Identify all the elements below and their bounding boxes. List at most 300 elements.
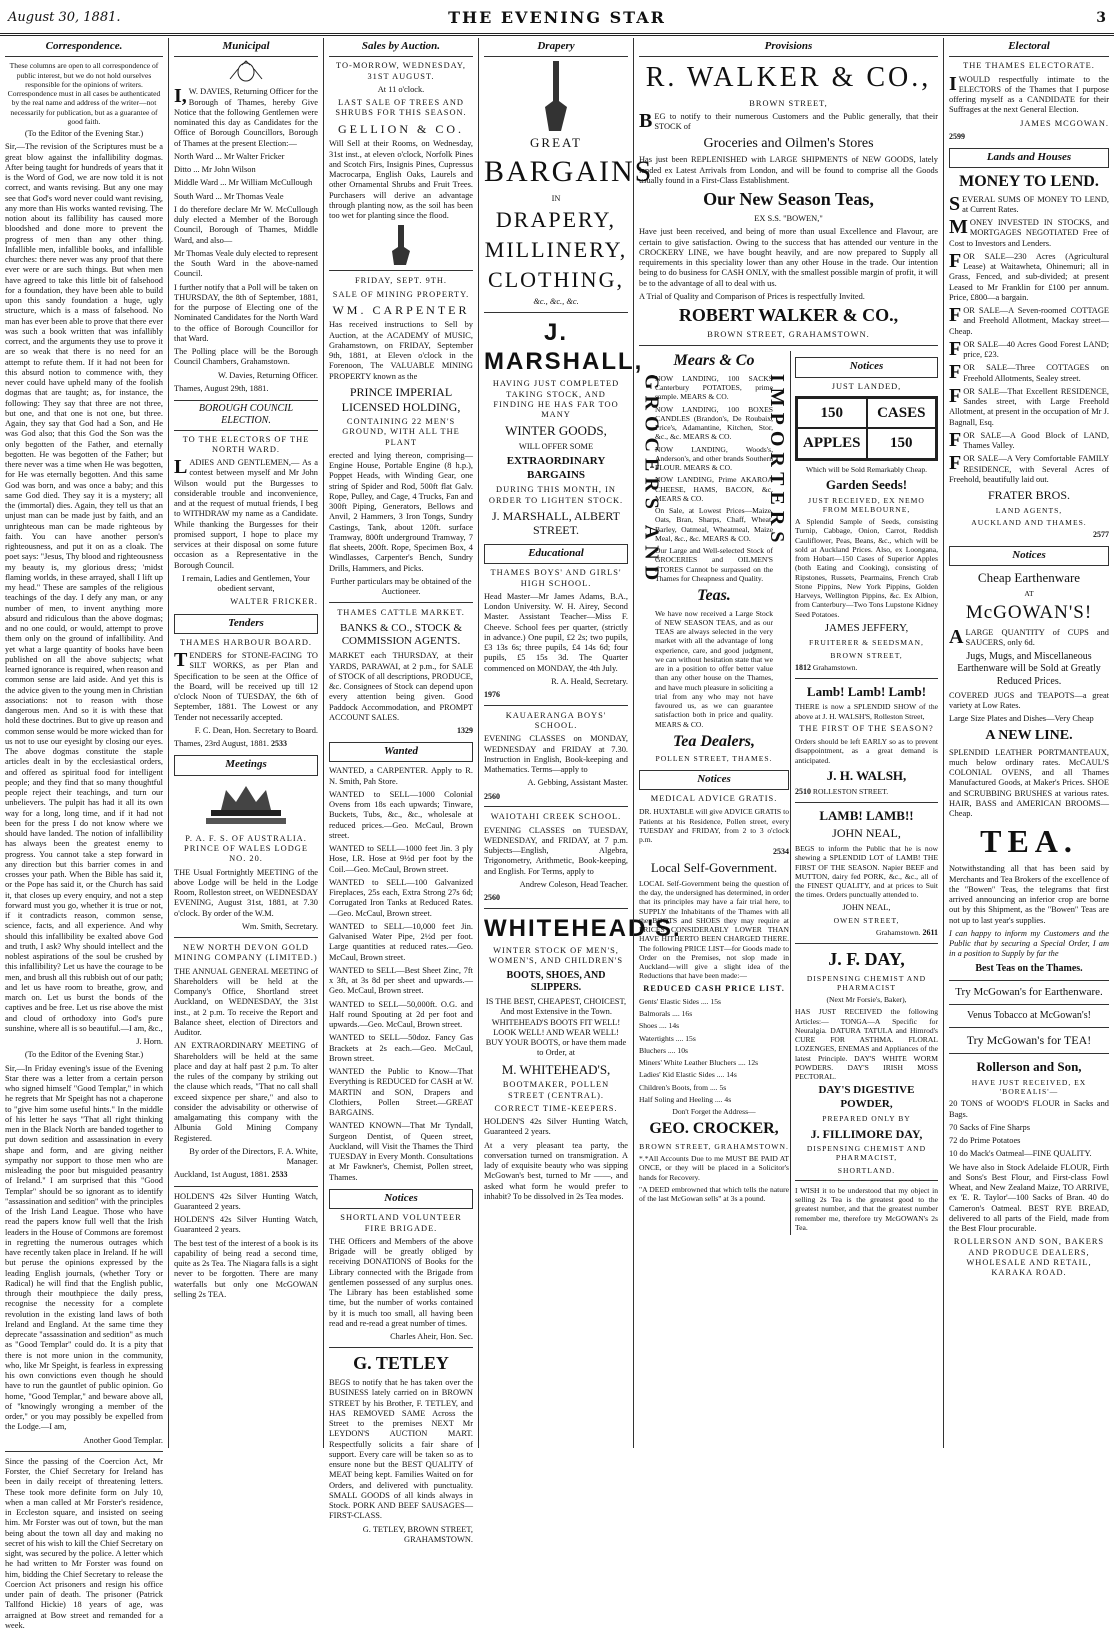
signature: W. Davies, Returning Officer. bbox=[217, 370, 318, 380]
sale-body: erected and lying thereon, comprising—Engine House, Portable Engine (8 h.p.), Poppet Heads, with Winding Gear, one string of Spider and Rod, 500ft flat Galv. Rope, Pulley, and Cage, 4 Trucks, Fan and 300ft Piping, Generators, Bellows and Anvil, 2 Hammers, 3 Iron Tongs, Sundry Castings, Tank, about 120ft. surface Tramway, 800ft underground Tramway, 7 flat sheets, 200ft. Rope, Specimen Box, 4 Windlasses, Carpenter's Bench, Sundry Drills, Hammers, and Picks. bbox=[329, 450, 473, 573]
divider bbox=[795, 802, 938, 803]
notice-title: THE THAMES ELECTORATE. bbox=[963, 61, 1095, 71]
section-header: Sales by Auction. bbox=[329, 38, 473, 57]
apples-cell: 150 bbox=[797, 398, 867, 428]
wanted-item: WANTED, a CARPENTER. Apply to R. N. Smith, Pah Store. bbox=[329, 766, 473, 786]
price-value: 14s bbox=[668, 1021, 680, 1031]
ad-body: BEG to notify to their numerous Customers and the Public generally, that their STOCK of bbox=[639, 109, 938, 132]
wanted-item: WANTED to SELL—50doz. Fancy Gas Brackets at 2s each.—Geo. McCaul, Brown street. bbox=[329, 1033, 473, 1063]
ad-body: Groceries and Oilmen's Stores bbox=[703, 136, 874, 152]
sale-title: THAMES CATTLE MARKET. bbox=[337, 608, 465, 618]
for-sale-item: FOR SALE—A Seven-roomed COTTAGE and Freehold Allotment, Mackay street—Cheap. bbox=[949, 304, 1109, 336]
section-header: Notices bbox=[329, 1189, 473, 1209]
apples-cell: 150 bbox=[867, 428, 937, 458]
column-correspondence bbox=[0, 38, 168, 1630]
divider bbox=[484, 908, 628, 909]
ad-body: HAS JUST RECEIVED the following Articles:— TONGA—A Specific for Neuralgia. DATURA TATULA and Himrod's CURE FOR ASTHMA. FLORAL LOZENGES, ENEMAS and Appliances of the latest Principle. DAY'S WHITE WORM POWDERS. DAY'S IRISH MOSS PECTORAL. bbox=[795, 1007, 938, 1082]
wanted-item: WANTED to SELL—1000 Colonial Ovens from 18s each upwards; Tinware, Buckets, Tubs, &c., &c., wholesale at reduced prices.—Geo. McCaul, Brown street. bbox=[329, 789, 473, 840]
price-list bbox=[639, 997, 789, 1104]
price-list-title: REDUCED CASH PRICE LIST. bbox=[643, 983, 785, 993]
notices-right bbox=[790, 351, 938, 1235]
slogan: Try McGowan's for TEA! bbox=[966, 1033, 1092, 1048]
ad-number: 2560 bbox=[484, 791, 500, 801]
editorial-note: These columns are open to all correspondence of public interest, but we do not hold ourselves responsible for the opinions of writers. Correspondence must in all cases be authenticated by the real name and address of the writer—not necessarily for publication, but as a guarantee of good faith. bbox=[7, 61, 161, 126]
date-line bbox=[174, 739, 318, 749]
masthead-title: THE EVENING STAR bbox=[448, 8, 666, 27]
signature: A. Gebbing, Assistant Master. bbox=[527, 778, 628, 788]
ad-body: I can happy to inform my Customers and the Public that by securing a Special Order, I am in a position to Supply by far the bbox=[949, 928, 1109, 959]
ad-number: 2599 bbox=[949, 131, 965, 141]
slogan: Try McGowan's for Earthenware. bbox=[955, 985, 1103, 998]
merchant-name: J. FILLIMORE DAY, bbox=[810, 1126, 923, 1141]
for-sale-item: FOR SALE—Three COTTAGES on Freehold Allotments, Sealey street. bbox=[949, 361, 1109, 384]
divider bbox=[795, 943, 938, 944]
price-item: Bluchers bbox=[639, 1045, 666, 1055]
ad-line: CLOTHING, bbox=[488, 266, 624, 292]
price-item: Miners' White Leather Bluchers bbox=[639, 1058, 737, 1068]
stock-item: NOW LANDING, 100 SACKS Canterbury POTATOES, prime sample. MEARS & CO. bbox=[655, 373, 773, 402]
price-item: Balmorals bbox=[639, 1009, 671, 1019]
section-header: Lands and Houses bbox=[949, 148, 1109, 168]
price-value: 12s bbox=[747, 1058, 759, 1068]
address: SHORTLAND. bbox=[837, 1165, 896, 1175]
apples-cell: CASES bbox=[867, 398, 937, 428]
ad-body: Don't Forget the Address— bbox=[672, 1107, 756, 1117]
divider bbox=[329, 1347, 473, 1348]
side-banner: GROCERS AND bbox=[640, 373, 663, 586]
date-line: Thames, August 29th, 1881. bbox=[174, 383, 269, 393]
column-municipal bbox=[168, 38, 323, 1448]
ad-sub: JUST RECEIVED, EX NEMO FROM MELBOURNE, bbox=[808, 495, 925, 514]
sale-title: SALE OF MINING PROPERTY. bbox=[332, 289, 470, 299]
ad-number: 2534 bbox=[773, 847, 789, 857]
address: BROWN STREET, bbox=[749, 98, 828, 108]
address-line bbox=[795, 928, 938, 938]
signature: Charles Aheir, Hon. Sec. bbox=[390, 1332, 473, 1342]
sale-body: Will Sell at their Rooms, on Wednesday, 31st inst., at eleven o'clock, Norfolk Pines and Scotch Firs, Insignis Pines, Cupressus Macrocarpa, English Oaks, Laurels and other Ornamental Shrubs and Fruit Trees. Purchasers will derive an advantage through planting now, as the soil has been too wet for planting since the flood. bbox=[329, 139, 473, 221]
notice-body: THE ANNUAL GENERAL MEETING of Shareholders will be held at the Company's Office, Shortland street Auckland, on WEDNESDAY, the 31st inst., at 2 p.m. To receive the Report and Balance sheet, election of Directors and Auditor. bbox=[174, 966, 318, 1038]
ad-line: DRAPERY, bbox=[495, 207, 617, 233]
ad-title: MONEY TO LEND. bbox=[959, 173, 1099, 191]
price-row: Gents' Elastic Sides .... 15s bbox=[639, 996, 721, 1006]
ad-title: A NEW LINE. bbox=[985, 728, 1073, 744]
tea-dealers-title: Tea Dealers, bbox=[672, 732, 756, 750]
section-header: Wanted bbox=[329, 742, 473, 762]
filler-item: At a very pleasant tea party, the conversation turned on transmigration. A lady of exquisite beauty who was sipping McGowan's best, turned to Mr ——, and asked what form he would prefer to inhabit? To be dissolved in 2s Tea modes. bbox=[484, 1140, 628, 1201]
column-auction bbox=[323, 38, 478, 1544]
divider bbox=[949, 1004, 1109, 1005]
ad-body: CORRECT TIME-KEEPERS. bbox=[494, 1103, 618, 1113]
notice-title: Local Self-Government. bbox=[650, 860, 778, 875]
stock-item: 70 Sacks of Fine Sharps bbox=[949, 1122, 1030, 1132]
letter-address: (To the Editor of the Evening Star.) bbox=[24, 1050, 144, 1060]
notice-body: LOCAL Self-Government being the question of the day, the undersigned has determined, in order that its principles may have a fair trial here, to SUPPLY the Inhabitants of the Thames with all the BOOTS and SHOES they may require at PRICES CONSIDERABLY LOWER THAN HAVE HITHERTO BEEN CHARGED THERE. The following PRICE LIST—for Goods made to Order on the Premises, not slop made in Auckland—will give a slight idea of the Reductions that have been made:— bbox=[639, 878, 789, 981]
ad-body: BOOTS, SHOES, AND SLIPPERS. bbox=[506, 969, 606, 993]
ad-sub: LAND AGENTS, bbox=[995, 505, 1063, 515]
ad-body: WINTER GOODS, bbox=[505, 423, 607, 439]
ad-body: Notwithstanding all that has been said by Merchants and Tea Brokers of the excellence of the "Bowen" Teas, the telegrams that first arrived announcing an inferior crop are borne out by this Shipment, as the "Bowen" Teas are not up to last year's supplies. bbox=[949, 864, 1109, 925]
school-body: EVENING CLASSES on MONDAY, WEDNESDAY and FRIDAY at 7.30. Instruction in English, Book-keeping and Mathematics. Terms—apply to bbox=[484, 734, 628, 775]
slogan: Venus Tobacco at McGowan's! bbox=[967, 1010, 1091, 1022]
notice-title: MEDICAL ADVICE GRATIS. bbox=[650, 794, 778, 803]
ad-number: 2560 bbox=[484, 893, 500, 903]
ad-title: Cheap Earthenware bbox=[977, 570, 1081, 586]
signature: R. A. Heald, Secretary. bbox=[551, 676, 628, 686]
notice-body: IWOULD respectfully intimate to the ELECTORS of the Thames that I purpose offering myself as a CANDIDATE for their Suffrages at the next General Election. bbox=[949, 72, 1109, 115]
price-row: Children's Boots, from .... 5s bbox=[639, 1082, 727, 1092]
ad-title: Lamb! Lamb! Lamb! bbox=[806, 683, 927, 699]
coat-of-arms-icon bbox=[226, 61, 266, 83]
ad-body: Orders should be left EARLY so as to prevent disappointment, as a great demand is anticipated. bbox=[795, 737, 938, 765]
ad-body: Jugs, Mugs, and Miscellaneous Earthenware will be Sold at Greatly Reduced Prices. bbox=[957, 651, 1101, 687]
notice-title: TO THE ELECTORS OF THE NORTH WARD. bbox=[182, 434, 310, 454]
town: Grahamstown. bbox=[812, 662, 858, 672]
sale-date: TO-MORROW, WEDNESDAY, 31ST AUGUST. bbox=[336, 61, 466, 81]
ad-body: ALARGE QUANTITY of CUPS and SAUCERS, only 6d. bbox=[949, 625, 1109, 648]
ad-body: HAVING JUST COMPLETED TAKING STOCK, AND FINDING HE HAS FAR TOO MANY bbox=[492, 379, 620, 420]
merchant-name: R. WALKER & CO., bbox=[645, 62, 932, 94]
ad-sub: DISPENSING CHEMIST AND PHARMACIST, bbox=[806, 1144, 927, 1163]
address: BROWN STREET, bbox=[830, 650, 903, 660]
letter-address: (To the Editor of the Evening Star.) bbox=[24, 129, 144, 139]
ad-number: 2533 bbox=[271, 1170, 288, 1180]
price-item: Children's Boots, from bbox=[639, 1082, 709, 1092]
product-name: DAY'S DIGESTIVE POWDER, bbox=[818, 1084, 915, 1110]
for-sale-item: FOR SALE—That Excellent RESIDENCE, Sandes street, with Large Freehold Allotment, at present in the occupation of Mr J. Bagnall, Esq. bbox=[949, 384, 1109, 427]
merchant-name: GEO. CROCKER, bbox=[649, 1120, 779, 1138]
ad-body: BEGS to inform the Public that he is now shewing a SPLENDID LOT of LAMB! THE FIRST OF THE SEASON. Napier BEEF and MUTTON, dairy fed PORK, &c., &c., all of the FINEST QUALITY, and at prices to Suit the times. Orders punctually attended to. bbox=[795, 844, 938, 900]
merchant-name: J. MARSHALL, bbox=[484, 318, 644, 376]
section-header: Drapery bbox=[484, 38, 628, 57]
school-title: KAUAERANGA BOYS' SCHOOL. bbox=[505, 710, 607, 731]
divider bbox=[949, 1027, 1109, 1028]
address: (Next Mr Forsie's, Baker), bbox=[826, 995, 907, 1005]
signature: J. MARSHALL, ALBERT STREET. bbox=[492, 508, 620, 538]
price-value: 5s bbox=[719, 1082, 727, 1092]
ad-line: IN bbox=[551, 193, 561, 203]
sale-title: LAST SALE OF TREES AND SHRUBS FOR THIS SEASON. bbox=[335, 98, 467, 118]
ad-body: Has just been REPLENISHED with LARGE SHIPMENTS of NEW GOODS, lately landed ex Latest Arrivals from London, and will be found to comprise all the Goods usually found in a First-Class Establishment. bbox=[639, 155, 938, 185]
merchant-name: M. WHITEHEAD'S, bbox=[501, 1061, 611, 1077]
section-header: Electoral bbox=[949, 38, 1109, 57]
watch-ad: HOLDEN'S 42s Silver Hunting Watch, Guaranteed 2 years. bbox=[484, 1117, 628, 1137]
ad-body: EXTRAORDINARY BARGAINS bbox=[506, 455, 606, 481]
watch-ad: HOLDEN'S 42s Silver Hunting Watch, Guaranteed 2 years. bbox=[174, 1215, 318, 1235]
signature: WALTER FRICKER. bbox=[230, 597, 318, 607]
watch-ad: HOLDEN'S 42s Silver Hunting Watch, Guaranteed 2 years. bbox=[174, 1191, 318, 1211]
sale-body: Has received instructions to Sell by Auction, at the ACADEMY of MUSIC, Grahamstown, on FRIDAY, September 9th, 1881, at Eleven o'clock in the Forenoon, The VALUABLE MINING PROPERTY known as the bbox=[329, 320, 473, 381]
teas-title: Teas. bbox=[697, 587, 731, 605]
property-sub: CONTAINING 22 MEN'S GROUND, WITH ALL THE PLANT bbox=[342, 417, 460, 447]
for-sale-item: FOR SALE—230 Acres (Agricultural Lease) at Waitawheta, Ohinemuri; all in Grass, Fenced, and sub-divided; at present Leased to Mr Franklin for £100 per annum. Price, £800—a bargain. bbox=[949, 249, 1109, 302]
price-value: 15s bbox=[685, 1033, 696, 1043]
ad-line: BARGAINS bbox=[484, 155, 654, 189]
wanted-item: WANTED the Public to Know—That Everything is REDUCED for CASH at W. MARTIN and SON, Drapers and Clothiers, Pollen Street.—GREAT BARGAINS. bbox=[329, 1067, 473, 1118]
ad-number: 1976 bbox=[484, 690, 500, 700]
filler-item: The best test of the interest of a book is its capability of being read a second time, quite as 2s Tea. The Niagara falls is a sight never to be forgotten. There are many waterfalls but only one McGOWAN selling 2s TEA. bbox=[174, 1238, 318, 1299]
ad-sub: HAVE JUST RECEIVED, EX 'BOREALIS'— bbox=[971, 1077, 1087, 1097]
address: BROWN STREET, GRAHAMSTOWN. bbox=[639, 1141, 789, 1151]
ad-number: 2533 bbox=[271, 739, 288, 749]
merchant-name: J. F. DAY, bbox=[828, 948, 905, 969]
ad-body: WINTER STOCK OF MEN'S, WOMEN'S, AND CHILDREN'S bbox=[488, 946, 624, 966]
candidate-line: Middle Ward ... Mr William McCullough bbox=[174, 178, 313, 188]
divider bbox=[795, 678, 938, 679]
merchant-name: JOHN NEAL, bbox=[832, 826, 901, 841]
side-banner: IMPORTERS bbox=[766, 373, 788, 549]
price-row: Bluchers .... 10s bbox=[639, 1045, 688, 1055]
property-name: PRINCE IMPERIAL LICENSED HOLDING, bbox=[341, 384, 461, 414]
stock-item: NOW LANDING, Prime AKAROA CHEESE, HAMS, BACON, &c. MEARS & CO. bbox=[655, 475, 773, 503]
divider bbox=[484, 806, 628, 807]
signature: G. TETLEY, BROWN STREET, GRAHAMSTOWN. bbox=[362, 1524, 473, 1544]
notice-body: TENDERS for STONE-FACING TO SILT WORKS, as per Plan and Specification to be seen at the Office of the Board, will be received up till 12 o'clock Noon of TUESDAY, the 6th of September, 1881. The Lowest or any Tender not necessarily accepted. bbox=[174, 649, 318, 722]
ad-body: SEVERAL SUMS OF MONEY TO LEND, at Current Rates. bbox=[949, 192, 1109, 215]
ad-sub: THE FIRST OF THE SEASON? bbox=[799, 723, 934, 733]
signature: ROLLERSON AND SON, BAKERS AND PRODUCE DEALERS, WHOLESALE AND RETAIL, KARAKA ROAD. bbox=[953, 1237, 1105, 1278]
address: BROWN STREET, GRAHAMSTOWN. bbox=[707, 330, 870, 340]
price-row: Watertights .... 15s bbox=[639, 1033, 696, 1043]
stock-item: On Sale, at Lowest Prices—Maize, Oats, Bran, Sharps, Chaff, Wheat, Barley, Oatmeal, Wheatmeal, Maize Meal, &c., &c. MEARS & CO. bbox=[655, 506, 773, 543]
masthead-date: August 30, 1881. bbox=[8, 10, 121, 25]
merchant-name: JOHN NEAL, bbox=[842, 902, 891, 912]
ad-body: SPLENDID LEATHER PORTMANTEAUX, much below ordinary rates. McCAUL'S COLONIAL OVENS, and all Thames Manufactured Goods, at Maker's Prices. SHOE and SCRUBBING BRUSHES at various rates. HAIR, BASS and AMERICAN BROOMS—Cheap. bbox=[949, 747, 1109, 819]
address: OWEN STREET, bbox=[833, 915, 900, 925]
notice-body: BEGS to notify that he has taken over the BUSINESS lately carried on in BROWN STREET by his Brother, F. TETLEY, and HAS REMOVED SAME Across the Street to the premises NEXT Mr LEYDON'S AUCTION MART. Respectfully solicits a fair share of support. Every care will be taken so as to ensure none but the BEST QUALITY of MEAT being kept. Families Waited on for Orders, and delivered with punctuality. SMALL GOODS of all kinds always in Stock. PORK AND BEEF SAUSAGES—FIRST-CLASS. bbox=[329, 1378, 473, 1521]
agent-name: BANKS & CO., STOCK & COMMISSION AGENTS. bbox=[339, 621, 463, 648]
ad-body: Have just been received, and being of more than usual Excellence and Flavour, are certain to give satisfaction. Owing to the success that has attended our venture in the CROCKERY LINE, we have bought heavily, and are now prepared to Supply all requirements in this speciality lower than any other House in the trade. Our intention being to do business for CASH ONLY, with the smallest possible margin of profit, it will be to the advantage of all to deal with us. bbox=[639, 227, 938, 288]
stock-item: NOW LANDING, Woods's, Anderson's, and other brands Southern FLOUR. MEARS & CO. bbox=[655, 444, 773, 473]
date-line bbox=[795, 663, 938, 673]
ad-number: 2611 bbox=[922, 928, 938, 938]
school-body: EVENING CLASSES on TUESDAY, WEDNESDAY, and FRIDAY, at 7 p.m. Subjects—English, Algebra, Trigonometry, Arithmetic, Book-keeping, and English. For Terms, apply to bbox=[484, 825, 628, 876]
ad-body: IS THE BEST, CHEAPEST, CHOICEST, And most Extensive in the Town. WHITEHEAD'S BOOTS FIT WELL! LOOK WELL! AND WEAR WELL! BUY YOUR BOOTS, or have them made to Order, at bbox=[485, 997, 627, 1058]
address: POLLEN STREET, THAMES. bbox=[655, 754, 773, 764]
notice-body: LADIES AND GENTLEMEN,— As a contest between myself and Mr John Wilson would put the Burgesses to considerable trouble and inconvenience, and at the request of mutual friends, I beg to WITHDRAW my name as a Candidate. While thanking the Burgesses for their promised support, I hope to place my services at their disposal on some future occasion as a Representative in the Borough Council. bbox=[174, 456, 318, 570]
signature: JAMES MCGOWAN. bbox=[1020, 118, 1109, 128]
signature: Andrew Coleson, Head Teacher. bbox=[519, 879, 628, 889]
ad-sub: AT bbox=[1024, 589, 1034, 599]
section-header: Correspondence. bbox=[5, 38, 163, 57]
candidate-line: South Ward ... Mr Thomas Veale bbox=[174, 191, 284, 201]
section-header: Notices bbox=[795, 357, 938, 377]
school-title: THAMES BOYS' AND GIRLS' HIGH SCHOOL. bbox=[490, 568, 622, 588]
merchant-name: JAMES JEFFERY, bbox=[824, 621, 909, 634]
address: ROLLESTON STREET. bbox=[812, 786, 889, 796]
address-line bbox=[795, 787, 938, 797]
pointing-hand-icon bbox=[539, 61, 573, 131]
stock-item: 20 TONS of WOOD'S FLOUR in Sacks and Bags. bbox=[949, 1099, 1109, 1119]
notice-body: Mr Thomas Veale duly elected to represent the South Ward in the above-named Council. bbox=[174, 248, 318, 279]
divider bbox=[5, 1451, 163, 1452]
ad-body: Which will be Sold Remarkably Cheap. bbox=[805, 464, 928, 474]
ad-line: &c., &c., &c. bbox=[533, 296, 579, 306]
auctioneer-name: WM. CARPENTER bbox=[332, 302, 470, 317]
ad-title: Garden Seeds! bbox=[825, 476, 908, 492]
divider bbox=[949, 1053, 1109, 1054]
section-header: Provisions bbox=[639, 38, 938, 57]
teas-title: Our New Season Teas, bbox=[703, 189, 874, 210]
ad-body: DURING THIS MONTH, IN ORDER TO LIGHTEN STOCK. bbox=[488, 485, 624, 505]
wanted-item: WANTED to SELL—Best Sheet Zinc, 7ft x 3ft, at 3s 8d per sheet and upwards.—Geo. McCaul, Brown street. bbox=[329, 965, 473, 996]
price-item: Watertights bbox=[639, 1033, 674, 1043]
sale-time: At 11 o'clock. bbox=[377, 84, 425, 94]
merchant-name: FRATER BROS. bbox=[987, 488, 1071, 503]
price-value: 4s bbox=[724, 1094, 732, 1104]
divider bbox=[329, 270, 473, 271]
ad-number: 2510 bbox=[795, 786, 811, 796]
ad-sub: PREPARED ONLY BY bbox=[822, 1114, 911, 1124]
date-text: Thames, 23rd August, 1881. bbox=[174, 739, 269, 749]
notice-title: BOROUGH COUNCIL ELECTION. bbox=[174, 400, 318, 430]
merchant-name: McGOWAN'S! bbox=[965, 602, 1093, 624]
price-row: Ladies' Kid Elastic Sides .... 14s bbox=[639, 1070, 737, 1080]
date-text: Auckland, 1st August, 1881. bbox=[174, 1170, 270, 1180]
sale-body: MARKET each THURSDAY, at their YARDS, PARAWAI, at 2 p.m., for SALE of STOCK of all descriptions, PRODUCE, &c. Consignees of Stock can depend upon every attention being given. Good Paddock Accommodation, and PROMPT ACCOUNT SALES. bbox=[329, 651, 473, 722]
stock-item: 72 do Prime Potatoes bbox=[949, 1136, 1021, 1146]
stock-item: NOW LANDING, 100 BOXES CANDLES (Brandon's, De Roubaix, Price's, Adamantine, Kitchen, Stor, &c., &c. MEARS & CO. bbox=[655, 404, 773, 442]
wanted-item: WANTED to SELL—10,000 feet Jin. Galvanised Water Pipe, 2½d per foot. Large quantities at reduced rates.—Geo. McCaul, Brown street. bbox=[329, 921, 473, 962]
notice-body: The Polling place will be the Borough Council Chambers, Grahamstown. bbox=[174, 347, 318, 367]
divider bbox=[484, 312, 628, 313]
merchant-name: WHITEHEAD'S. bbox=[484, 914, 682, 942]
pointing-hand-icon bbox=[386, 225, 416, 265]
sale-foot: Further particulars may be obtained of the Auctioneer. bbox=[330, 576, 472, 597]
ad-sub: FRUITERER & SEEDSMAN, bbox=[809, 638, 924, 648]
price-value: 15s bbox=[710, 996, 721, 1006]
ad-number: 2577 bbox=[1093, 530, 1109, 540]
wanted-item: WANTED to SELL—1000 feet Jin. 3 ply Hose, I.R. Hose at 9½d per foot by the Coil.—Geo. McCaul, Brown street. bbox=[329, 844, 473, 874]
crown-icon bbox=[201, 780, 291, 830]
ad-sub: DISPENSING CHEMIST AND PHARMACIST bbox=[806, 973, 927, 992]
notice-body: DR. HUXTABLE will give ADVICE GRATIS to Patients at his Residence, Pollen street, every TUESDAY and FRIDAY, from 2 to 3 o'clock p.m. bbox=[639, 807, 789, 844]
ad-body: COVERED JUGS and TEAPOTS—a great variety at Low Rates. bbox=[949, 690, 1109, 710]
school-title: WAIOTAHI CREEK SCHOOL. bbox=[490, 812, 622, 822]
filler-item: "A DEED embrowned that which tells the nature of the last McGowan sells" at 3s a pound. bbox=[639, 1184, 789, 1204]
section-header: Municipal bbox=[174, 38, 318, 57]
divider bbox=[329, 602, 473, 603]
date-line bbox=[174, 1170, 318, 1180]
ad-body: We have now received a Large Stock of NEW SEASON TEAS, and as our TEAS are always selected in the very market with all the advantage of long experience, care, and good judgment, we can without hesitation state that we are in a position to offer better value than any other house on the Thames, and have much pleasure in soliciting a trial from any who may not have favoured us, as we can guarantee satisfaction both in price and quality. MEARS & CO. bbox=[655, 608, 773, 729]
price-row: Miners' White Leather Bluchers .... 12s bbox=[639, 1058, 759, 1068]
section-header: Notices bbox=[949, 546, 1109, 566]
candidate-line: North Ward ... Mr Walter Fricker bbox=[174, 151, 285, 161]
merchant-name: ROBERT WALKER & CO., bbox=[678, 305, 899, 326]
notice-title: NEW NORTH DEVON GOLD MINING COMPANY (LIMITED.) bbox=[174, 943, 318, 963]
divider bbox=[795, 1180, 938, 1181]
section-header: Educational bbox=[484, 544, 628, 564]
ad-line: GREAT bbox=[530, 135, 582, 151]
price-value: 10s bbox=[677, 1045, 688, 1055]
address: AUCKLAND AND THAMES. bbox=[971, 517, 1087, 527]
divider bbox=[949, 980, 1109, 981]
notice-body: I do therefore declare Mr W. McCullough duly elected a Member of the Borough Council, Borough of Thames, Middle Ward, and also— bbox=[174, 204, 318, 245]
signature: By order of the Directors, F. A. White, Manager. bbox=[189, 1146, 318, 1167]
ad-body: *.*All Accounts Due to me MUST BE PAID AT ONCE, or they will be placed in a Solicitor's hands for Recovery. bbox=[639, 1154, 789, 1182]
auctioneer-name: GELLION & CO. bbox=[338, 121, 464, 136]
price-item: Half Soling and Heeling bbox=[639, 1094, 714, 1104]
ad-number: 1812 bbox=[795, 662, 811, 672]
price-item: Gents' Elastic Sides bbox=[639, 996, 700, 1006]
section-header: Tenders bbox=[174, 614, 318, 634]
column-provisions bbox=[633, 38, 943, 1448]
price-value: 16s bbox=[681, 1009, 693, 1019]
for-sale-item: FOR SALE—A Good Block of LAND, Thames Valley. bbox=[949, 428, 1109, 451]
ad-body: Large Size Plates and Dishes—Very Cheap bbox=[949, 714, 1094, 724]
price-row: Shoes .... 14s bbox=[639, 1021, 680, 1031]
mears-ad bbox=[639, 351, 789, 1206]
letter-signature: J. Horn. bbox=[136, 1037, 163, 1047]
ad-body: MONEY INVESTED IN STOCKS, and MORTGAGES NEGOTIATED Free of Cost to Investors and Lenders. bbox=[949, 216, 1109, 248]
notice-title: SHORTLAND VOLUNTEER FIRE BRIGADE. bbox=[340, 1213, 462, 1233]
ad-number: 1329 bbox=[457, 726, 473, 736]
divider bbox=[174, 937, 318, 938]
notice-body: THE Usual Fortnightly MEETING of the above Lodge will be held in the Lodge Room, Rolleston street, on WEDNESDAY EVENING, August 31st, 1881, at 7.30 o'clock. By order of the W.M. bbox=[174, 867, 318, 918]
wanted-item: WANTED KNOWN—That Mr Tyndall, Surgeon Dentist, of Queen street, Auckland, will Visit the Thames the Third TUESDAY in Every Month. Consultations at Mr Fawkner's, Chemist, Pollen street, Thames. bbox=[329, 1121, 473, 1182]
stock-item: 10 do Mack's Oatmeal—FINE QUALITY. bbox=[949, 1149, 1092, 1159]
candidate-line: Ditto ... Mr John Wilson bbox=[174, 165, 256, 175]
merchant-name: J. H. WALSH, bbox=[826, 767, 907, 783]
sale-date: FRIDAY, SEPT. 9TH. bbox=[354, 276, 448, 286]
school-body: Head Master—Mr James Adams, B.A., London University. W. H. Airey, Second Master. Assistant Teacher—Miss F. Cheeve. School fees per quarter, (strictly in advance.) One pupil, £2 2s; two pupils, £3 13s 6s; three pupils, £4 14s 6d; four pupils, £5 15s 3d. The Quarter commenced on MONDAY, the 4th July. bbox=[484, 591, 628, 673]
ad-title: TEA. bbox=[980, 823, 1078, 860]
merchant-name: Rollerson and Son, bbox=[976, 1058, 1082, 1074]
letter-body: Sir,—In Friday evening's issue of the Evening Star there was a letter from a certain person who signed himself "Good Templar," in which he regrets that Mr Speight has not a chaperone to "give him some useful hints." In the middle of his letter he says "That all right thinking men in the Black North are banded together to put down sedition and assassination in every shape and form, and are giving neither sympathy nor support to those men who are misleading the poor but misguided peasantry of Ireland." I am surprised that this "Good Templar" should be so ignorant as to identify "assassination and sedition" with the principles of the Irish Land League. Those who have read the papers know full well that the Irish leaders in the House of Commons are foremost in regretting the numerous outrages which have recently taken place in Ireland. If he will but peruse the opinions expressed by the leading English journals, (whether Tory or Radical) he will find that the English public, through their mouthpiece the daily press, recognise the necessity for a complete revolution in the existing land laws of both Ireland and England. At the same time they deprecate "assassination and sedition" as much as "Good Templar" could do. It is a pity that there is not more union in the community, who, like Mr Speight, is fearless in expressing his own convictions even though he should have to run the gauntlet of public opinion. Go home, "Good Templar," and beware above all, of "knowingly wronging a member of the order," or you may possibly be expelled from the Lodge.—I am, bbox=[5, 1063, 163, 1432]
ad-title: LAMB! LAMB!! bbox=[819, 807, 914, 823]
masthead-page: 3 bbox=[1096, 10, 1106, 26]
price-item: Ladies' Kid Elastic Sides bbox=[639, 1070, 715, 1080]
letter-body: Sir,—The revision of the Scriptures must be a great blow against the infallibility dogmas. After being taught for hundreds of years that it is the Word of God, we are now told it is not correct, and wants revising. But any one may see that God's word never could want revising, any more than His works wanted revising. The notion about its fallibility has caused more bloodshed and done more to prevent the progress of men than any other thing. Infallible men, infallible books, and infallible churches: there never was any proof that there ever were or are such things. But when men have agreed to take this little bit of falsehood for a foundation, they have been able to build upon this sandy foundation a huge, ugly structure, which is a mass of falsehood. No man has ever been able to prove that there ever was such a book written that was infallibly correct, and the arguments they use to prove it are so weak that there is no need for an attempt to refute them. If it had not been for this absurd notion to commence with, they never could have upheld many of the foolish dogmas that are taught; as, for instance, the following: They say that three are not three, but one, and that one is not one, but three. Again, they say that God had a Son, and He was God also; that this God the Son was the only begotten of the Father, and eternally begotten. He was begotten of the Father; but there never was a time when He was begotten, for He was eternally begotten. And this same God was born, and was once a baby; and this same God died. They say it is a mystery; all the (immortal) dies. Again, they tell us that an unjust man can be made just by faith, and an unrighteous man can be made righteous by faith. You can have another person's righteousness, and put it on as a cloak. The poet says: "Jesus, Thy blood and righteousness my beauty is, my glorious dress; 'midst flaming worlds, in these arrayed, shall I lift up my head." These are samples of the religious teachings of the day. I defy any man, or any number of men, to invent anything more absurd and ridiculous than the above dogmas; and no one could, or would, attempt to prove them only on the ground of infallibility. And yet what a large quantity of books have been published on all the above subjects; what learned ignorance is required, when reason and common sense are laid aside. And yet this is the advice given to the young men in Christian associations: not to reason with those dangerous men. And so it is with these that hold these doctrines. But to give up reason and common sense would be more wicked than for us not to use our eyesight by closing our eyes. The above dogmas constitute the staple articles dealt in by the ecclesiastical orders, and offered as spiritual food for intelligent people; and they find that so many thoughtful people reject their teachings, and turn our unbelievers. The pulpit has had it all its own way for a long, long time, and if it had not been for the press I do not know where we should have landed. The notion of infallibility has always been the greatest enemy to progress. You cannot take a step forward in any direction but this barrier comes in and crosses your path. When the Bible has said it, or the Pope has said it, or the Church has said it, that closes up every enquiry, and not a step forward must you go, whether it is true or not, if it contradicts reason, common sense, science, facts, and all experience. And why should this infallibility be exalted above God and truth, I ask? Why should intellect and the noblest aspirations of the soul be crushed by this infallibility? Let us have the courage to be men, and brush all this rubbish out of our path; and let us have room to breathe, grow, and march on. Let us burst the bonds of the captives and be free. Let us rise above the mist and cloud of orthodoxy into God's pure sunshine, where all is so beautiful.—I am, &c., bbox=[5, 142, 163, 1033]
notice-title: THAMES HARBOUR BOARD. bbox=[180, 637, 312, 647]
landed-label: JUST LANDED, bbox=[831, 381, 902, 391]
apples-table bbox=[795, 396, 938, 461]
for-sale-item: FOR SALE—A Very Comfortable FAMILY RESIDENCE, with Several Acres of Freehold, beautifully laid out. bbox=[949, 452, 1109, 484]
notice-body: I,W. DAVIES, Returning Officer for the Borough of Thames, hereby Give Notice that the following Gentlemen were nominated this day as Candidates for the Office of Borough Councillors, Borough of Thames at the present Election:— bbox=[174, 85, 318, 148]
price-row: Balmorals .... 16s bbox=[639, 1009, 693, 1019]
filler-item: I WISH it to be understood that my object in selling 2s Tea is the greatest good to the greatest number, and that the greatest number remember me, therefore try McGOWAN's 2s Tea. bbox=[795, 1185, 938, 1232]
address: BOOTMAKER, POLLEN STREET (CENTRAL). bbox=[502, 1080, 610, 1100]
price-row: Half Soling and Heeling .... 4s bbox=[639, 1094, 732, 1104]
notice-title: P. A. F. S. OF AUSTRALIA. PRINCE OF WALES LODGE NO. 20. bbox=[184, 833, 308, 864]
section-header: Notices bbox=[639, 770, 789, 790]
column-electoral bbox=[943, 38, 1114, 1448]
teas-sub: EX S.S. "BOWEN," bbox=[754, 214, 823, 224]
closing: I remain, Ladies and Gentlemen, Your obedient servant, bbox=[182, 573, 310, 594]
ad-body: Best Teas on the Thames. bbox=[975, 962, 1083, 974]
stock-item: Our Large and Well-selected Stock of GROCERIES and OILMEN'S STORES Cannot be surpassed on the Thames for Cheapness and Quality. bbox=[655, 546, 773, 583]
price-item: Shoes bbox=[639, 1021, 658, 1031]
notice-body: THE Officers and Members of the above Brigade will be greatly obliged by receiving DONATIONS of Books for the Library connected with the Brigade from gentlemen possessed of any surplus ones. The Library has been established some time, but the number of works contained by it is much too small, all having been read and re-read a great number of times. bbox=[329, 1236, 473, 1328]
butcher-name: G. TETLEY bbox=[353, 1353, 449, 1374]
divider bbox=[484, 705, 628, 706]
merchant-name: Mears & Co bbox=[673, 352, 755, 370]
town: Grahamstown. bbox=[876, 928, 921, 938]
wanted-item: WANTED to SELL—50,000ft. O.G. and Half round Spouting at 2d per foot and upwards.—Geo. McCaul, Brown street. bbox=[329, 999, 473, 1030]
notice-body: I further notify that a Poll will be taken on THURSDAY, the 8th of September, 1881, for the purpose of Electing one of the Nominated Candidates for the North Ward to the office of Borough Councillor for that Ward. bbox=[174, 282, 318, 343]
ad-body: WILL OFFER SOME bbox=[518, 442, 594, 452]
ad-body: A Trial of Quality and Comparison of Prices is respectfully Invited. bbox=[639, 291, 865, 301]
letter-signature: Another Good Templar. bbox=[83, 1435, 163, 1445]
wanted-item: WANTED to SELL—100 Galvanized Fireplaces, 25s each, Extra Strong 27s 6d; Corrugated Iron Tanks at Reduced Rates.—Geo. McCaul, Brown street. bbox=[329, 877, 473, 918]
notice-body: AN EXTRAORDINARY MEETING of Shareholders will be held at the same place and day at half past 2 p.m. To alter the rules of the company by striking out the clause which reads, "That no call shall exceed sixpence per share," and also to consider the advisability or otherwise of amalgamating this company with the Albunia Gold Mining Company Registered. bbox=[174, 1041, 318, 1143]
section-header: Meetings bbox=[174, 755, 318, 775]
divider bbox=[174, 1186, 318, 1187]
masthead bbox=[0, 0, 1114, 36]
news-item: Since the passing of the Coercion Act, Mr Forster, the Chief Secretary for Ireland has been in daily receipt of threatening letters. These took more definite form on July 10, when a man called at Mr Forster's residence, in Eccleston square, and insisted on seeing him. Mr Forster was out of town, but the man being about the town all day and making no secret of his wish to kill the Chief Secretary on sight, was secured by the police. A letter which he had written to Mr Forster was found on him, bidding the Chief Secretary to release the Coercion Act prisoners and resign his office under pain of death. The prisoner (Patrick Tallfond Hickie) 18 years of age, was arraigned at Bow street and remanded for a week. bbox=[5, 1456, 163, 1630]
ad-body: We have also in Stock Adelaide FLOUR, Firth and Sons's Best Flour, and First-class Fowl Wheat, and New Zealand Maize, TO ARRIVE, ex 'E. R. Taylor'—100 Sacks of Bran. 40 do Cameron's Oatmeal. BEST RYE BREAD, delivered to all parts of the Field, made from the Best Flour procurable. bbox=[949, 1162, 1109, 1234]
ad-body: THERE is now a SPLENDID SHOW of the above at J. H. WALSH'S, Rolleston Street, bbox=[795, 702, 938, 721]
signature: F. C. Dean, Hon. Secretary to Board. bbox=[194, 725, 318, 735]
